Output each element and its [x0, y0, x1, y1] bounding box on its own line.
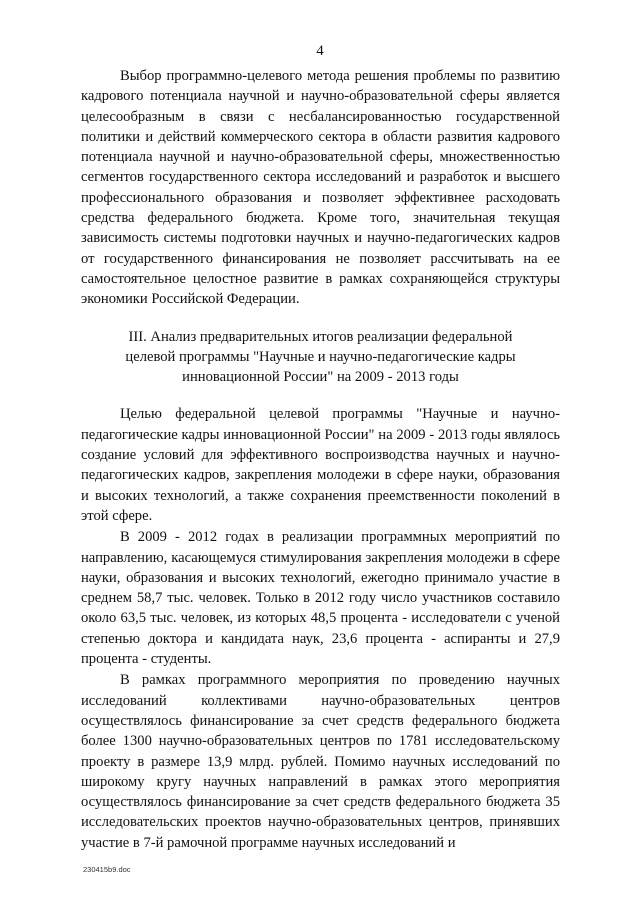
paragraph-program-method: Выбор программно-целевого метода решения проблемы по развитию кадрового потенциала научной и научно-образовательной сферы является целесообразным в связи с несбалансированностью государственной политики и действий коммерческого сектора в области развития кадрового потенциала научной и научно-образовательной сферы, множественностью сегментов государственного сектора исследований и разработок и высшего профессионального образования и позволяет эффективнее расходовать средства федерального бюджета. Кроме того, значительная текущая зависимость системы подготовки научных и научно-педагогических кадров от государственного финансирования не позволяет рассчитывать на ее самостоятельное целостное развитие в рамках сохраняющейся структуры экономики Российской Федерации. — [81, 68, 560, 308]
page-number: 4 — [316, 43, 324, 59]
paragraph-research-centers: В рамках программного мероприятия по проведению научных исследований коллективами научно-образовательных центров осуществлялось финансирование за счет средств федерального бюджета более 1300 научно-образовательных центров по 1781 исследовательскому проекту в размере 13,9 млрд. рублей. Помимо научных исследований по широкому кругу научных направлений в рамках этого мероприятия осуществлялось финансирование за счет средств федерального бюджета 35 исследовательских проектов научно-образовательных центров, принявших участие в 7-й рамочной программе научных исследований и — [81, 672, 560, 851]
section-heading — [81, 327, 560, 388]
document-body — [81, 66, 560, 853]
section-heading-line-3: инновационной России" на 2009 - 2013 годы — [182, 369, 459, 386]
paragraph-participants: В 2009 - 2012 годах в реализации программных мероприятий по направлению, касающемуся стимулирования закрепления молодежи в сфере науки, образования и высоких технологий, ежегодно принимало участие в среднем 58,7 тыс. человек. Только в 2012 году число участников составило около 63,5 тыс. человек, из которых 48,5 процента - исследователи с ученой степенью доктора и кандидата наук, 23,6 процента - аспиранты и 27,9 процента - студенты. — [81, 529, 560, 668]
file-name-footer: 230415b9.doc — [83, 865, 131, 874]
section-heading-line-1: III. Анализ предварительных итогов реализации федеральной — [128, 328, 513, 345]
paragraph-program-goal: Целью федеральной целевой программы "Научные и научно-педагогические кадры инновационной России" на 2009 - 2013 годы являлось создание условий для эффективного воспроизводства научных и научно-педагогических кадров, закрепления молодежи в сфере науки, образования и высоких технологий, а также сохранения преемственности поколений в этой сфере. — [81, 406, 560, 524]
section-heading-line-2: целевой программы "Научные и научно-педагогические кадры — [125, 348, 516, 365]
